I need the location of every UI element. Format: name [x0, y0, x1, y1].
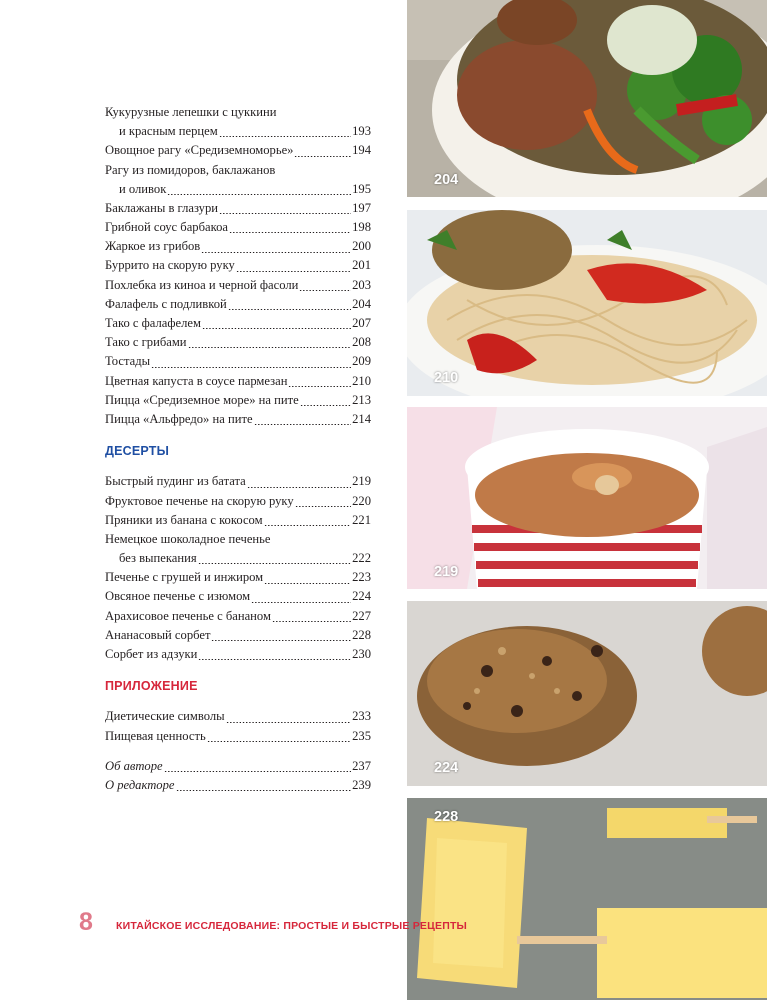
dot-leader: [211, 640, 351, 641]
toc-entry-page: 220: [352, 493, 371, 508]
dot-leader: [226, 722, 351, 723]
toc-entry: [105, 372, 371, 391]
toc-entry-title: Об авторе: [105, 758, 163, 773]
toc-entry-page: 210: [352, 373, 371, 388]
toc-entry-page: 213: [352, 392, 371, 407]
dot-leader: [164, 771, 351, 772]
dot-leader: [151, 367, 351, 368]
toc-entry-page: 235: [352, 728, 371, 743]
appendix-heading: ПРИЛОЖЕНИЕ: [105, 679, 198, 694]
toc-entry: [105, 295, 371, 314]
photo-page-label: 228: [434, 809, 459, 825]
toc-entry-page: 200: [352, 239, 371, 254]
about-list: [105, 757, 371, 795]
toc-entry: [105, 314, 371, 333]
photo-cookies: [407, 601, 767, 786]
toc-entry-title: О редакторе: [105, 777, 175, 792]
toc-entry: [105, 352, 371, 371]
toc-entry: [105, 410, 371, 429]
photo-page-label: 210: [434, 370, 459, 386]
toc-entry-title: Рагу из помидоров, баклажанов: [105, 162, 276, 177]
photo-sorbet: [407, 798, 767, 1000]
toc-entry: [105, 511, 371, 530]
toc-entry: [105, 218, 371, 237]
toc-entry-title: Арахисовое печенье с бананом: [105, 608, 271, 623]
toc-entry-title: Жаркое из грибов: [105, 239, 201, 254]
dot-leader: [272, 621, 351, 622]
toc-entry: [105, 530, 371, 549]
photo-page-label: 204: [434, 172, 459, 188]
toc-entry-title: Печенье с грушей и инжиром: [105, 570, 264, 585]
toc-entry-title: Фалафель с подливкой: [105, 296, 227, 311]
toc-entry-page: 223: [352, 570, 371, 585]
toc-entry-title: Тако с фалафелем: [105, 316, 201, 331]
toc-entry-page: 237: [352, 758, 371, 773]
toc-entry-page: 239: [352, 777, 371, 792]
photo-page-label: 219: [434, 564, 459, 580]
desserts-heading: ДЕСЕРТЫ: [105, 444, 170, 459]
toc-entry-title: Тостады: [105, 354, 151, 369]
appendix-list: [105, 707, 371, 745]
toc-entry-title: Пицца «Альфредо» на пите: [105, 411, 253, 426]
toc-entry: [105, 276, 371, 295]
toc-entry-page: 227: [352, 608, 371, 623]
toc-entry-title: Овощное рагу «Средиземноморье»: [105, 143, 294, 158]
dot-leader: [294, 156, 351, 157]
photo-spaghetti: [407, 210, 767, 396]
toc-entry-title: Немецкое шоколадное печенье: [105, 531, 271, 546]
dot-leader: [299, 290, 351, 291]
toc-entry: [105, 645, 371, 664]
toc-entry: [105, 237, 371, 256]
main-course-list: [105, 103, 371, 429]
toc-entry-page: 201: [352, 258, 371, 273]
dot-leader: [229, 232, 351, 233]
toc-entry-title: Баклажаны в глазури: [105, 200, 218, 215]
toc-entry-page: 207: [352, 316, 371, 331]
toc-entry: [105, 161, 371, 180]
dot-leader: [228, 309, 351, 310]
dot-leader: [219, 136, 351, 137]
toc-entry-page: 224: [352, 589, 371, 604]
toc-entry-title: Пряники из банана с кокосом: [105, 512, 263, 527]
toc-entry: [105, 141, 371, 160]
toc-entry-page: 214: [352, 411, 371, 426]
dot-leader: [207, 741, 351, 742]
dot-leader: [198, 659, 351, 660]
dot-leader: [201, 252, 351, 253]
toc-entry-page: 228: [352, 627, 371, 642]
toc-entry: [105, 103, 371, 122]
toc-entry-title: Фруктовое печенье на скорую руку: [105, 493, 294, 508]
toc-entry-title: и красным перцем: [119, 124, 218, 139]
toc-entry: [105, 707, 371, 726]
toc-entry-page: 230: [352, 647, 371, 662]
toc-entry: [105, 492, 371, 511]
desserts-list: [105, 472, 371, 664]
toc-entry-title: без выпекания: [119, 551, 197, 566]
toc-entry-page: 204: [352, 296, 371, 311]
table-of-contents: [105, 103, 371, 795]
toc-entry-page: 193: [352, 124, 371, 139]
toc-entry: [105, 257, 371, 276]
toc-entry-page: 197: [352, 200, 371, 215]
toc-entry-title: Диетические символы: [105, 709, 225, 724]
toc-entry-title: Ананасовый сорбет: [105, 627, 211, 642]
dot-leader: [288, 386, 351, 387]
toc-entry-page: 233: [352, 709, 371, 724]
toc-entry-page: 222: [352, 551, 371, 566]
dot-leader: [198, 563, 351, 564]
toc-entry-page: 219: [352, 474, 371, 489]
toc-entry-page: 195: [352, 181, 371, 196]
toc-entry: [105, 122, 371, 141]
toc-entry: [105, 568, 371, 587]
dot-leader: [300, 405, 351, 406]
toc-entry: [105, 549, 371, 568]
toc-entry-title: Цветная капуста в соусе пармезан: [105, 373, 288, 388]
toc-entry-title: Пицца «Средиземное море» на пите: [105, 392, 299, 407]
toc-entry-title: Кукурузные лепешки с цуккини: [105, 104, 277, 119]
toc-entry: [105, 588, 371, 607]
dot-leader: [251, 602, 351, 603]
photo-falafel-bowl: [407, 0, 767, 197]
toc-entry-title: Пищевая ценность: [105, 728, 206, 743]
toc-entry: [105, 757, 371, 776]
toc-entry-page: 194: [352, 143, 371, 158]
toc-entry: [105, 199, 371, 218]
toc-entry: [105, 727, 371, 746]
dot-leader: [188, 347, 352, 348]
toc-entry-title: Быстрый пудинг из батата: [105, 474, 246, 489]
toc-entry-title: Овсяное печенье с изюмом: [105, 589, 251, 604]
toc-entry: [105, 333, 371, 352]
photo-pudding: [407, 407, 767, 589]
dot-leader: [264, 583, 351, 584]
toc-entry-title: и оливок: [119, 181, 167, 196]
photo-column: [407, 0, 767, 1000]
dot-leader: [295, 506, 351, 507]
toc-entry: [105, 472, 371, 491]
dot-leader: [167, 194, 351, 195]
dot-leader: [264, 525, 352, 526]
toc-entry-page: 198: [352, 220, 371, 235]
toc-entry-title: Тако с грибами: [105, 335, 187, 350]
page-number: 8: [79, 908, 93, 936]
toc-entry-title: Сорбет из адзуки: [105, 647, 198, 662]
running-title: КИТАЙСКОЕ ИССЛЕДОВАНИЕ: ПРОСТЫЕ И БЫСТРЫЕ РЕЦЕПТЫ: [116, 920, 468, 932]
toc-entry: [105, 391, 371, 410]
toc-entry-page: 203: [352, 277, 371, 292]
dot-leader: [254, 424, 352, 425]
toc-entry-title: Похлебка из киноа и черной фасоли: [105, 277, 299, 292]
dot-leader: [219, 213, 351, 214]
dot-leader: [236, 271, 351, 272]
toc-entry: [105, 776, 371, 795]
dot-leader: [247, 487, 351, 488]
dot-leader: [176, 790, 352, 791]
toc-entry: [105, 626, 371, 645]
photo-page-label: 224: [434, 760, 459, 776]
toc-entry: [105, 607, 371, 626]
toc-entry-page: 208: [352, 335, 371, 350]
toc-entry-title: Буррито на скорую руку: [105, 258, 235, 273]
toc-entry-title: Грибной соус барбакоа: [105, 220, 228, 235]
toc-entry-page: 209: [352, 354, 371, 369]
toc-entry-page: 221: [352, 512, 371, 527]
toc-entry: [105, 180, 371, 199]
dot-leader: [202, 328, 351, 329]
